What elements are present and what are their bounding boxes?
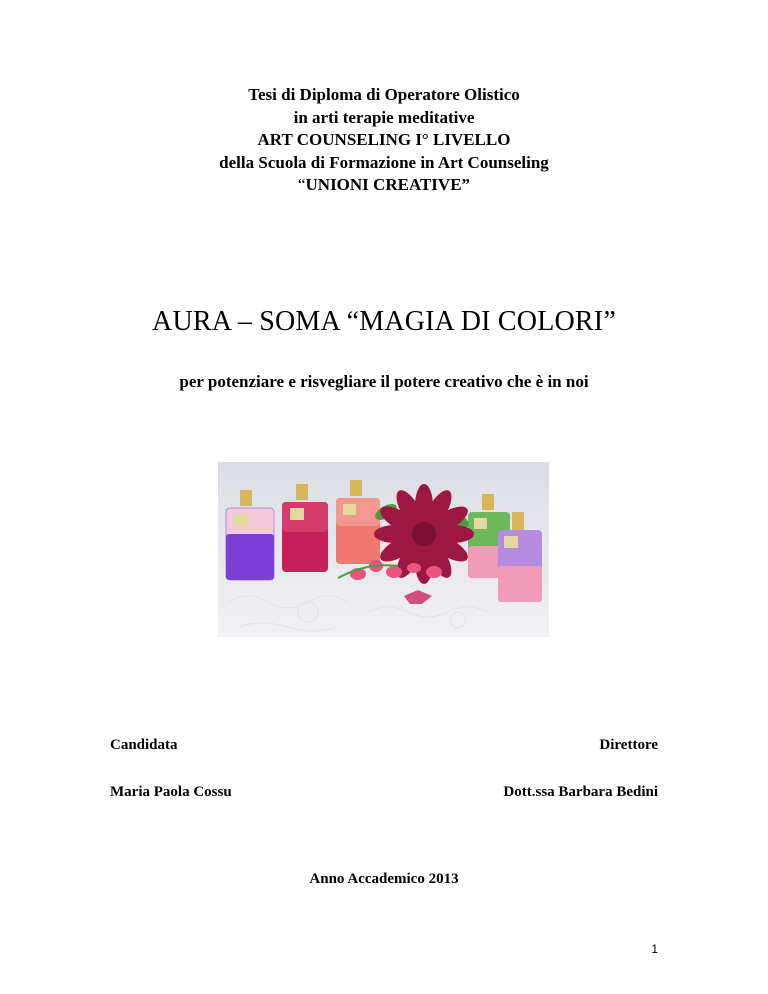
header-line-2: in arti terapie meditative <box>293 107 475 127</box>
cover-photo <box>218 462 549 637</box>
academic-year: Anno Accademico 2013 <box>309 871 459 887</box>
candidate-label: Candidata <box>110 737 178 753</box>
subtitle: per potenziare e risvegliare il potere creativo che è in noi <box>179 372 589 391</box>
director-label: Direttore <box>599 737 658 753</box>
school-name: UNIONI CREATIVE <box>305 175 462 194</box>
candidate-name: Maria Paola Cossu <box>110 784 232 800</box>
page-number: 1 <box>651 942 658 956</box>
header-line-4: della Scuola di Formazione in Art Counseling <box>219 152 549 172</box>
header-line-5 <box>0 174 768 197</box>
aura-soma-bottles-image <box>218 462 549 637</box>
main-title: AURA – SOMA “MAGIA DI COLORI” <box>152 306 616 337</box>
open-quote: “ <box>297 175 306 194</box>
header-line-1: Tesi di Diploma di Operatore Olistico <box>248 85 520 104</box>
close-quote: ” <box>461 175 471 194</box>
director-name: Dott.ssa Barbara Bedini <box>503 784 658 800</box>
header-line-3: ART COUNSELING I° LIVELLO <box>257 130 511 149</box>
thesis-header <box>0 84 768 197</box>
